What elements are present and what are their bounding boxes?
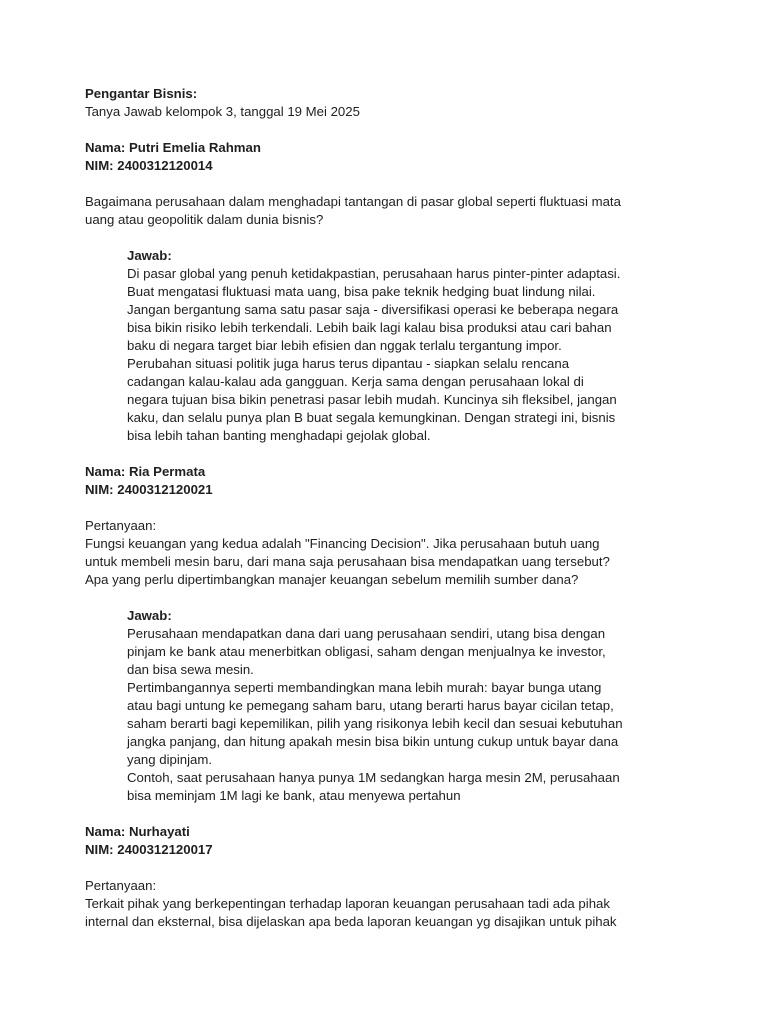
answer-line: Perubahan situasi politik juga harus terus dipantau - siapkan selalu rencana [127, 356, 570, 371]
question-text [85, 895, 768, 931]
answer-block [85, 247, 768, 445]
answer-line: Jangan bergantung sama satu pasar saja - diversifikasi operasi ke beberapa negara [127, 302, 619, 317]
question-line: Terkait pihak yang berkepentingan terhadap laporan keuangan perusahaan tadi ada pihak [85, 896, 610, 911]
answer-line: bisa bikin risiko lebih terkendali. Lebih baik lagi kalau bisa produksi atau cari bahan [127, 320, 612, 335]
question-text [85, 193, 768, 229]
answer-line: Perusahaan mendapatkan dana dari uang perusahaan sendiri, utang bisa dengan [127, 626, 606, 641]
student-name: Nama: Nurhayati [85, 824, 190, 839]
answer-block [85, 607, 768, 805]
answer-line: bisa lebih tahan banting menghadapi gejolak global. [127, 428, 431, 443]
answer-line: Pertimbangannya seperti membandingkan mana lebih murah: bayar bunga utang [127, 680, 602, 695]
question-line: Fungsi keuangan yang kedua adalah "Financing Decision". Jika perusahaan butuh uang [85, 536, 600, 551]
answer-line: atau bagi untung ke pemegang saham baru, utang berarti harus bayar cicilan tetap, [127, 698, 614, 713]
question-line: Apa yang perlu dipertimbangkan manajer keuangan sebelum memilih sumber dana? [85, 572, 579, 587]
answer-line: Contoh, saat perusahaan hanya punya 1M sedangkan harga mesin 2M, perusahaan [127, 770, 620, 785]
student-nim: NIM: 2400312120017 [85, 842, 213, 857]
question-line: untuk membeli mesin baru, dari mana saja perusahaan bisa mendapatkan uang tersebut? [85, 554, 610, 569]
answer-line: Buat mengatasi fluktuasi mata uang, bisa pake teknik hedging buat lindung nilai. [127, 284, 596, 299]
question-line: internal dan eksternal, bisa dijelaskan apa beda laporan keuangan yg disajikan untuk pihak [85, 914, 617, 929]
answer-line: Di pasar global yang penuh ketidakpastian, perusahaan harus pinter-pinter adaptasi. [127, 266, 621, 281]
student-nim: NIM: 2400312120014 [85, 158, 213, 173]
question-text [85, 535, 768, 589]
answer-line: bisa meminjam 1M lagi ke bank, atau menyewa pertahun [127, 788, 461, 803]
document-title: Pengantar Bisnis: [85, 86, 198, 101]
answer-line: pinjam ke bank atau menerbitkan obligasi, saham dengan menjualnya ke investor, [127, 644, 606, 659]
answer-line: kaku, dan selalu punya plan B buat segala kemungkinan. Dengan strategi ini, bisnis [127, 410, 616, 425]
answer-line: jangka panjang, dan hitung apakah mesin bisa bikin untung cukup untuk bayar dana [127, 734, 619, 749]
answer-line: saham berarti bagi kepemilikan, pilih yang risikonya lebih kecil dan sesuai kebutuhan [127, 716, 623, 731]
entry-putri [85, 139, 768, 445]
answer-line: yang dipinjam. [127, 752, 213, 767]
answer-line: cadangan kalau-kalau ada gangguan. Kerja sama dengan perusahaan lokal di [127, 374, 584, 389]
question-line: Bagaimana perusahaan dalam menghadapi tantangan di pasar global seperti fluktuasi mata [85, 194, 621, 209]
answer-line: dan bisa sewa mesin. [127, 662, 254, 677]
question-label: Pertanyaan: [85, 518, 157, 533]
student-name: Nama: Ria Permata [85, 464, 206, 479]
question-line: uang atau geopolitik dalam dunia bisnis? [85, 212, 324, 227]
answer-label: Jawab: [127, 248, 172, 263]
student-name: Nama: Putri Emelia Rahman [85, 140, 261, 155]
answer-line: baku di negara target biar lebih efisien dan nggak terlalu tergantung impor. [127, 338, 562, 353]
entry-ria [85, 463, 768, 805]
student-nim: NIM: 2400312120021 [85, 482, 213, 497]
document-subtitle: Tanya Jawab kelompok 3, tanggal 19 Mei 2025 [85, 104, 360, 119]
answer-label: Jawab: [127, 608, 172, 623]
question-label: Pertanyaan: [85, 878, 157, 893]
entry-nurhayati [85, 823, 768, 931]
answer-line: negara tujuan bisa bikin penetrasi pasar lebih mudah. Kuncinya sih fleksibel, jangan [127, 392, 617, 407]
